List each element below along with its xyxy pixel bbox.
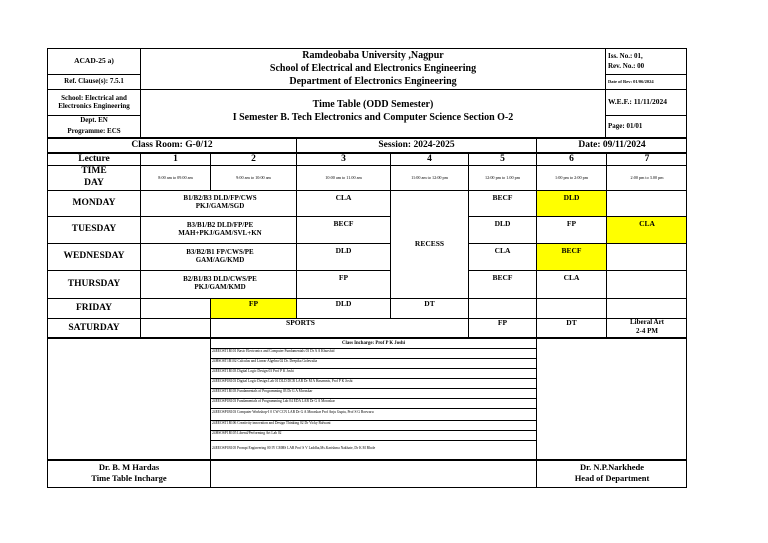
slot-thu-5: BECF xyxy=(492,272,513,282)
slot-thu-lab: B2/B1/B3 DLD/CWS/PE PKJ/GAM/KMD xyxy=(183,275,257,291)
recess-block: RECESS xyxy=(414,238,445,248)
slot-fri-2: FP xyxy=(248,298,259,308)
session: Session: 2024-2025 xyxy=(378,140,455,151)
time-header: TIME xyxy=(81,166,107,177)
ref-clause: Ref. Clause(s): 7.5.1 xyxy=(64,77,124,86)
timetable-incharge-role: Time Table Incharge xyxy=(91,472,167,483)
slot-tue-3: BECF xyxy=(333,218,354,228)
programme: Programme: ECS xyxy=(67,126,121,135)
lecture-4: 4 xyxy=(427,153,432,164)
course-line: 24EEOSP1B105 Prompt Engineering 00 IY CMHS LAB Prof S V Laddha,Ms.Karishma Nakhate, Dr K M Bhole xyxy=(212,446,376,450)
day-monday: MONDAY xyxy=(72,197,116,208)
course-line: 24EEOST1B101 Basic Electronics and Computer Fundamentals 03 Dr A A Khurshid xyxy=(212,349,335,353)
lecture-2: 2 xyxy=(251,153,256,164)
university-name: Ramdeobaba University ,Nagpur xyxy=(302,50,444,61)
slot-fri-3: DLD xyxy=(335,298,352,308)
slot-sat-7-title: Liberal Art xyxy=(629,318,665,327)
day-wednesday: WEDNESDAY xyxy=(63,251,125,262)
school-left: School: Electrical and Electronics Engineering xyxy=(58,93,130,110)
issue-number: Iss. No.: 01, xyxy=(608,52,643,61)
lecture-header: Lecture xyxy=(78,153,110,164)
slot-sat-7-time: 2-4 PM xyxy=(636,327,658,336)
department-name: Department of Electronics Engineering xyxy=(289,76,457,87)
time-slot-4: 11:00 am to 12:00 pm xyxy=(411,174,448,180)
class-room: Class Room: G-0/12 xyxy=(131,140,213,151)
timetable-date: Date: 09/11/2024 xyxy=(578,140,646,151)
course-line: 24HSOSP1B105 Liberal/Performing Art Lab 02 xyxy=(212,431,282,435)
slot-thu-6: CLA xyxy=(563,272,580,282)
slot-sat-6: DT xyxy=(566,318,577,328)
hod-role: Head of Department xyxy=(574,472,650,483)
slot-tue-7: CLA xyxy=(639,218,655,228)
course-line: 24EEOSP1B103 Computer Workshop-I 0 CW CCN LAB Dr G A Moraskar Prof Anju Gupta, Prof S G Borwaru xyxy=(212,410,374,414)
course-line: 24EEOST1B103 Digital Logic Design 03 Prof P K Joshi xyxy=(212,369,294,373)
slot-mon-lab: B1/B2/B3 DLD/FP/CWS PKJ/GAM/SGD xyxy=(183,194,257,210)
slot-wed-6: BECF xyxy=(561,245,582,255)
timetable-incharge-name: Dr. B. M Hardas xyxy=(98,461,160,472)
lecture-6: 6 xyxy=(569,153,574,164)
timetable-subtitle: I Semester B. Tech Electronics and Computer Science Section O-2 xyxy=(232,112,514,123)
course-line: 24EEOSP1B103 Fundamentals of Programming Lab 04 EDA LAB Dr G A Moraskar xyxy=(212,399,335,403)
class-incharge: Class Incharge: Prof P K Joshi xyxy=(342,340,405,346)
timetable-title: Time Table (ODD Semester) xyxy=(312,99,434,110)
time-slot-7: 2:00 pm to 3.00 pm xyxy=(630,174,664,180)
course-line: 24EEOST1B106 Creativity innovation and Design Thinking 02 Dr Vicky Balwani xyxy=(212,421,331,425)
course-line: 24HSOST1B102 Calculus and Linear Algebra 02 Dr. Deepika Golewalia xyxy=(212,359,318,363)
lecture-5: 5 xyxy=(500,153,505,164)
time-slot-6: 1:00 pm to 2:00 pm xyxy=(554,174,589,180)
time-slot-3: 10:00 am to 11.00 am xyxy=(325,174,362,180)
lecture-1: 1 xyxy=(173,153,178,164)
school-name: School of Electrical and Electronics Engineering xyxy=(269,63,477,74)
slot-sat-5: FP xyxy=(497,318,508,328)
slot-wed-lab: B3/B2/B1 FP/CWS/PE GAM/AG/KMD xyxy=(186,247,254,264)
day-friday: FRIDAY xyxy=(75,302,113,313)
slot-sat-sports: SPORTS xyxy=(286,318,315,328)
page-number: Page: 01/01 xyxy=(608,122,643,131)
day-tuesday: TUESDAY xyxy=(71,224,117,235)
slot-wed-3: DLD xyxy=(335,245,352,255)
slot-mon-6: DLD xyxy=(563,192,580,202)
wef-date: W.E.F.: 11/11/2024 xyxy=(608,97,668,107)
dept: Dept. EN xyxy=(80,115,108,124)
course-line: 24EEOST1B103 Fundamentals of Programming 03 Dr G A Moraskar xyxy=(212,389,313,393)
day-thursday: THURSDAY xyxy=(67,278,121,289)
course-line: 24EEOSP1B103 Digital Logic Design Lab 01 DLD DCB LAB Dr M A Hasamnis, Prof P K Joshi xyxy=(212,379,353,383)
slot-fri-4: DT xyxy=(424,298,435,308)
lecture-7: 7 xyxy=(644,153,650,164)
time-slot-1: 8:00 am to 09.00 am xyxy=(158,174,193,180)
slot-mon-5: BECF xyxy=(492,192,513,202)
slot-mon-3: CLA xyxy=(335,192,352,202)
slot-tue-lab: B3/B1/B2 DLD/FP/PE MAH+PKJ/GAM/SVL+KN xyxy=(178,220,262,237)
slot-wed-5: CLA xyxy=(494,245,511,255)
date-of-revision: Date of Rev: 01/06/2024 xyxy=(608,78,654,84)
hod-name: Dr. N.P.Narkhede xyxy=(579,461,645,472)
day-header: DAY xyxy=(84,177,104,188)
slot-thu-3: FP xyxy=(338,272,349,282)
lecture-3: 3 xyxy=(341,153,346,164)
time-slot-5: 12:00 pm to 1.00 pm xyxy=(484,174,520,180)
time-slot-2: 9:00 am to 10:00 am xyxy=(236,174,271,180)
revision-number: Rev. No.: 00 xyxy=(608,62,645,71)
day-saturday: SATURDAY xyxy=(68,322,120,333)
slot-tue-6: FP xyxy=(566,218,577,228)
slot-tue-5: DLD xyxy=(494,218,511,228)
acad-code: ACAD-25 a) xyxy=(74,56,114,66)
